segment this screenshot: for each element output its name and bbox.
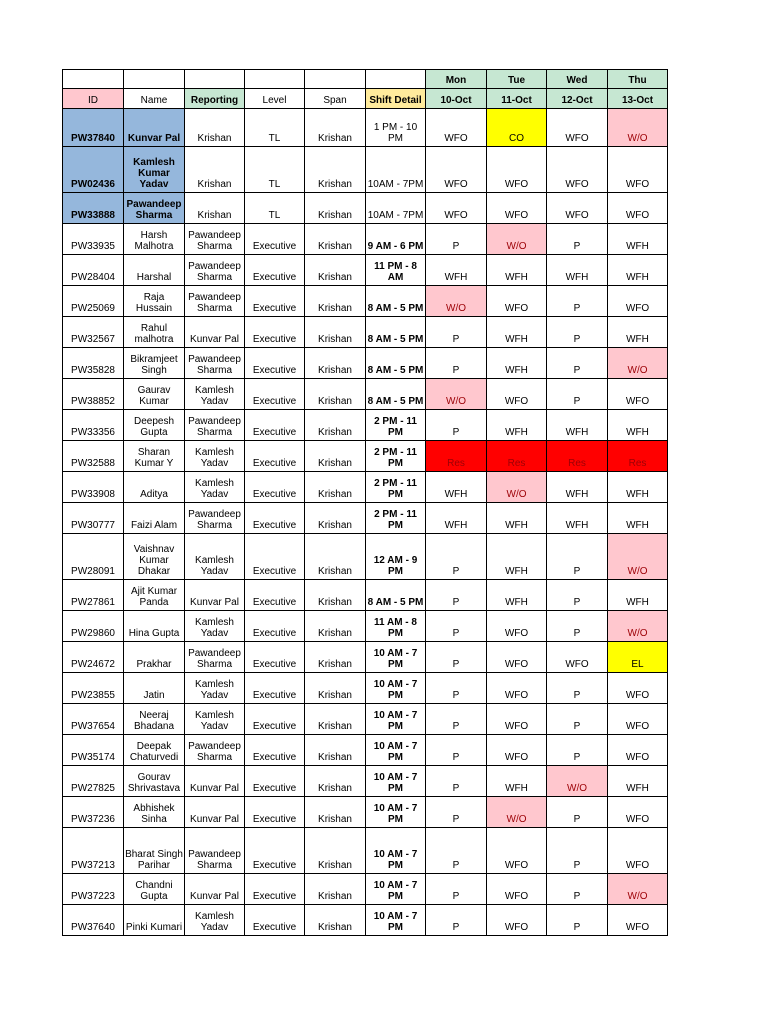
name-cell[interactable]: Aditya [124, 472, 185, 503]
table-row [63, 580, 668, 611]
table-row [63, 147, 668, 193]
col-header-reporting[interactable]: Reporting [185, 89, 245, 109]
status-cell-day-4[interactable]: WFO [608, 735, 668, 766]
status-cell-day-2[interactable]: WFO [487, 286, 547, 317]
status-cell-day-3[interactable]: W/O [547, 766, 608, 797]
reporting-cell[interactable]: Kunvar Pal [185, 766, 245, 797]
status-cell-day-2[interactable]: WFO [487, 193, 547, 224]
status-cell-day-4[interactable]: W/O [608, 874, 668, 905]
name-cell[interactable]: Pinki Kumari [124, 905, 185, 936]
status-cell-day-4[interactable]: WFO [608, 673, 668, 704]
level-cell[interactable]: Executive [245, 255, 305, 286]
shift-cell[interactable]: 10 AM - 7 PM [366, 766, 426, 797]
shift-cell[interactable]: 2 PM - 11 PM [366, 410, 426, 441]
status-cell-day-3[interactable]: P [547, 611, 608, 642]
status-cell-day-4[interactable]: W/O [608, 109, 668, 147]
id-cell[interactable]: PW32567 [63, 317, 124, 348]
status-cell-day-3[interactable]: WFH [547, 503, 608, 534]
level-cell[interactable]: Executive [245, 348, 305, 379]
day-header-tue[interactable]: Tue [487, 70, 547, 89]
empty-cell[interactable] [245, 70, 305, 89]
id-cell[interactable]: PW33356 [63, 410, 124, 441]
reporting-cell[interactable]: Kunvar Pal [185, 797, 245, 828]
table-row [63, 410, 668, 441]
reporting-cell[interactable]: Kunvar Pal [185, 874, 245, 905]
name-cell[interactable]: Deepak Chaturvedi [124, 735, 185, 766]
status-cell-day-3[interactable]: WFO [547, 109, 608, 147]
status-cell-day-3[interactable]: P [547, 797, 608, 828]
status-cell-day-3[interactable]: P [547, 534, 608, 580]
status-cell-day-4[interactable]: WFO [608, 797, 668, 828]
table-row [63, 379, 668, 410]
status-cell-day-4[interactable]: WFO [608, 379, 668, 410]
table-row [63, 797, 668, 828]
span-cell[interactable]: Krishan [305, 704, 366, 735]
status-cell-day-3[interactable]: P [547, 673, 608, 704]
status-cell-day-4[interactable]: WFH [608, 766, 668, 797]
shift-cell[interactable]: 10 AM - 7 PM [366, 642, 426, 673]
level-cell[interactable]: Executive [245, 828, 305, 874]
table-row [63, 735, 668, 766]
level-cell[interactable]: Executive [245, 410, 305, 441]
shift-cell[interactable]: 8 AM - 5 PM [366, 580, 426, 611]
level-cell[interactable]: Executive [245, 534, 305, 580]
table-row [63, 704, 668, 735]
status-cell-day-1[interactable]: P [426, 673, 487, 704]
status-cell-day-3[interactable]: WFH [547, 472, 608, 503]
span-cell[interactable]: Krishan [305, 905, 366, 936]
reporting-cell[interactable]: Pawandeep Sharma [185, 410, 245, 441]
column-header-row [63, 89, 668, 109]
level-cell[interactable]: Executive [245, 580, 305, 611]
status-cell-day-1[interactable]: P [426, 828, 487, 874]
status-cell-day-3[interactable]: WFO [547, 147, 608, 193]
level-cell[interactable]: Executive [245, 379, 305, 410]
span-cell[interactable]: Krishan [305, 534, 366, 580]
status-cell-day-2[interactable]: WFO [487, 704, 547, 735]
level-cell[interactable]: Executive [245, 503, 305, 534]
table-row [63, 472, 668, 503]
table-row [63, 874, 668, 905]
reporting-cell[interactable]: Kunvar Pal [185, 580, 245, 611]
status-cell-day-3[interactable]: P [547, 704, 608, 735]
status-cell-day-3[interactable]: WFO [547, 642, 608, 673]
table-row [63, 224, 668, 255]
reporting-cell[interactable]: Kamlesh Yadav [185, 441, 245, 472]
reporting-cell[interactable]: Pawandeep Sharma [185, 828, 245, 874]
span-cell[interactable]: Krishan [305, 797, 366, 828]
span-cell[interactable]: Krishan [305, 642, 366, 673]
empty-cell[interactable] [305, 70, 366, 89]
status-cell-day-3[interactable]: WFH [547, 255, 608, 286]
status-cell-day-1[interactable]: WFO [426, 147, 487, 193]
id-cell[interactable]: PW37640 [63, 905, 124, 936]
shift-cell[interactable]: 10 AM - 7 PM [366, 735, 426, 766]
status-cell-day-2[interactable]: W/O [487, 472, 547, 503]
id-cell[interactable]: PW37213 [63, 828, 124, 874]
status-cell-day-3[interactable]: P [547, 317, 608, 348]
status-cell-day-1[interactable]: P [426, 348, 487, 379]
status-cell-day-3[interactable]: P [547, 286, 608, 317]
status-cell-day-3[interactable]: P [547, 348, 608, 379]
level-cell[interactable]: TL [245, 147, 305, 193]
span-cell[interactable]: Krishan [305, 109, 366, 147]
shift-cell[interactable]: 10 AM - 7 PM [366, 905, 426, 936]
status-cell-day-2[interactable]: WFO [487, 147, 547, 193]
level-cell[interactable]: TL [245, 193, 305, 224]
status-cell-day-2[interactable]: WFH [487, 255, 547, 286]
shift-cell[interactable]: 10 AM - 7 PM [366, 673, 426, 704]
status-cell-day-4[interactable]: WFH [608, 503, 668, 534]
reporting-cell[interactable]: Kamlesh Yadav [185, 673, 245, 704]
name-cell[interactable]: Deepesh Gupta [124, 410, 185, 441]
status-cell-day-1[interactable]: P [426, 704, 487, 735]
level-cell[interactable]: Executive [245, 704, 305, 735]
table-row [63, 109, 668, 147]
status-cell-day-4[interactable]: WFO [608, 704, 668, 735]
status-cell-day-4[interactable]: WFH [608, 317, 668, 348]
level-cell[interactable]: Executive [245, 766, 305, 797]
span-cell[interactable]: Krishan [305, 147, 366, 193]
status-cell-day-2[interactable]: WFH [487, 534, 547, 580]
span-cell[interactable]: Krishan [305, 580, 366, 611]
shift-cell[interactable]: 10AM - 7PM [366, 193, 426, 224]
id-cell[interactable]: PW33908 [63, 472, 124, 503]
table-row [63, 317, 668, 348]
shift-cell[interactable]: 10 AM - 7 PM [366, 704, 426, 735]
shift-cell[interactable]: 1 PM - 10 PM [366, 109, 426, 147]
level-cell[interactable]: Executive [245, 905, 305, 936]
col-header-date-wed[interactable]: 12-Oct [547, 89, 608, 109]
status-cell-day-1[interactable]: W/O [426, 379, 487, 410]
level-cell[interactable]: Executive [245, 735, 305, 766]
name-cell[interactable]: Bikramjeet Singh [124, 348, 185, 379]
reporting-cell[interactable]: Pawandeep Sharma [185, 255, 245, 286]
name-cell[interactable]: Gourav Shrivastava [124, 766, 185, 797]
level-cell[interactable]: Executive [245, 472, 305, 503]
col-header-id[interactable]: ID [63, 89, 124, 109]
status-cell-day-2[interactable]: Res [487, 441, 547, 472]
status-cell-day-4[interactable]: WFO [608, 905, 668, 936]
table-row [63, 611, 668, 642]
status-cell-day-1[interactable]: P [426, 797, 487, 828]
reporting-cell[interactable]: Kamlesh Yadav [185, 379, 245, 410]
id-cell[interactable]: PW24672 [63, 642, 124, 673]
span-cell[interactable]: Krishan [305, 503, 366, 534]
table-row [63, 642, 668, 673]
status-cell-day-4[interactable]: W/O [608, 611, 668, 642]
status-cell-day-2[interactable]: WFO [487, 828, 547, 874]
table-row [63, 193, 668, 224]
id-cell[interactable]: PW27861 [63, 580, 124, 611]
shift-cell[interactable]: 10 AM - 7 PM [366, 874, 426, 905]
status-cell-day-4[interactable]: EL [608, 642, 668, 673]
status-cell-day-4[interactable]: W/O [608, 348, 668, 379]
reporting-cell[interactable]: Kamlesh Yadav [185, 704, 245, 735]
id-cell[interactable]: PW37223 [63, 874, 124, 905]
status-cell-day-4[interactable]: Res [608, 441, 668, 472]
table-row [63, 348, 668, 379]
col-header-date-tue[interactable]: 11-Oct [487, 89, 547, 109]
reporting-cell[interactable]: Kamlesh Yadav [185, 472, 245, 503]
id-cell[interactable]: PW28091 [63, 534, 124, 580]
id-cell[interactable]: PW32588 [63, 441, 124, 472]
status-cell-day-2[interactable]: WFH [487, 766, 547, 797]
status-cell-day-3[interactable]: P [547, 224, 608, 255]
col-header-date-thu[interactable]: 13-Oct [608, 89, 668, 109]
col-header-name[interactable]: Name [124, 89, 185, 109]
reporting-cell[interactable]: Kamlesh Yadav [185, 611, 245, 642]
level-cell[interactable]: Executive [245, 286, 305, 317]
status-cell-day-2[interactable]: W/O [487, 224, 547, 255]
span-cell[interactable]: Krishan [305, 673, 366, 704]
status-cell-day-1[interactable]: WFH [426, 255, 487, 286]
status-cell-day-1[interactable]: P [426, 580, 487, 611]
name-cell[interactable]: Abhishek Sinha [124, 797, 185, 828]
span-cell[interactable]: Krishan [305, 379, 366, 410]
status-cell-day-1[interactable]: P [426, 874, 487, 905]
day-header-thu[interactable]: Thu [608, 70, 668, 89]
status-cell-day-2[interactable]: WFO [487, 874, 547, 905]
reporting-cell[interactable]: Pawandeep Sharma [185, 348, 245, 379]
name-cell[interactable]: Bharat Singh Parihar [124, 828, 185, 874]
id-cell[interactable]: PW25069 [63, 286, 124, 317]
id-cell[interactable]: PW33935 [63, 224, 124, 255]
reporting-cell[interactable]: Kamlesh Yadav [185, 905, 245, 936]
status-cell-day-3[interactable]: P [547, 735, 608, 766]
shift-cell[interactable]: 10AM - 7PM [366, 147, 426, 193]
name-cell[interactable]: Hina Gupta [124, 611, 185, 642]
reporting-cell[interactable]: Krishan [185, 109, 245, 147]
col-header-level[interactable]: Level [245, 89, 305, 109]
status-cell-day-1[interactable]: P [426, 766, 487, 797]
status-cell-day-1[interactable]: P [426, 642, 487, 673]
status-cell-day-2[interactable]: WFO [487, 905, 547, 936]
empty-cell[interactable] [366, 70, 426, 89]
reporting-cell[interactable]: Krishan [185, 193, 245, 224]
name-cell[interactable]: Jatin [124, 673, 185, 704]
status-cell-day-2[interactable]: WFO [487, 673, 547, 704]
span-cell[interactable]: Krishan [305, 611, 366, 642]
name-cell[interactable]: Rahul malhotra [124, 317, 185, 348]
id-cell[interactable]: PW02436 [63, 147, 124, 193]
name-cell[interactable]: Pawandeep Sharma [124, 193, 185, 224]
status-cell-day-4[interactable]: WFO [608, 286, 668, 317]
span-cell[interactable]: Krishan [305, 874, 366, 905]
shift-cell[interactable]: 10 AM - 7 PM [366, 797, 426, 828]
status-cell-day-3[interactable]: P [547, 379, 608, 410]
id-cell[interactable]: PW37654 [63, 704, 124, 735]
name-cell[interactable]: Faizi Alam [124, 503, 185, 534]
col-header-date-mon[interactable]: 10-Oct [426, 89, 487, 109]
id-cell[interactable]: PW28404 [63, 255, 124, 286]
level-cell[interactable]: Executive [245, 441, 305, 472]
level-cell[interactable]: Executive [245, 874, 305, 905]
empty-cell[interactable] [63, 70, 124, 89]
shift-cell[interactable]: 12 AM - 9 PM [366, 534, 426, 580]
table-row [63, 828, 668, 874]
shift-cell[interactable]: 11 PM - 8 AM [366, 255, 426, 286]
table-row [63, 534, 668, 580]
name-cell[interactable]: Sharan Kumar Y [124, 441, 185, 472]
name-cell[interactable]: Neeraj Bhadana [124, 704, 185, 735]
id-cell[interactable]: PW27825 [63, 766, 124, 797]
span-cell[interactable]: Krishan [305, 348, 366, 379]
id-cell[interactable]: PW37840 [63, 109, 124, 147]
level-cell[interactable]: Executive [245, 611, 305, 642]
name-cell[interactable]: Ajit Kumar Panda [124, 580, 185, 611]
status-cell-day-3[interactable]: P [547, 905, 608, 936]
status-cell-day-1[interactable]: WFO [426, 193, 487, 224]
status-cell-day-4[interactable]: WFO [608, 193, 668, 224]
shift-cell[interactable]: 8 AM - 5 PM [366, 317, 426, 348]
status-cell-day-2[interactable]: WFH [487, 317, 547, 348]
span-cell[interactable]: Krishan [305, 766, 366, 797]
id-cell[interactable]: PW33888 [63, 193, 124, 224]
shift-cell[interactable]: 10 AM - 7 PM [366, 828, 426, 874]
table-row [63, 255, 668, 286]
name-cell[interactable]: Chandni Gupta [124, 874, 185, 905]
table-row [63, 441, 668, 472]
shift-cell[interactable]: 2 PM - 11 PM [366, 441, 426, 472]
id-cell[interactable]: PW37236 [63, 797, 124, 828]
id-cell[interactable]: PW30777 [63, 503, 124, 534]
span-cell[interactable]: Krishan [305, 255, 366, 286]
name-cell[interactable]: Kunvar Pal [124, 109, 185, 147]
status-cell-day-4[interactable]: WFH [608, 580, 668, 611]
col-header-shift-detail[interactable]: Shift Detail [366, 89, 426, 109]
name-cell[interactable]: Harshal [124, 255, 185, 286]
table-row [63, 286, 668, 317]
status-cell-day-4[interactable]: WFH [608, 224, 668, 255]
level-cell[interactable]: Executive [245, 224, 305, 255]
status-cell-day-2[interactable]: WFH [487, 348, 547, 379]
status-cell-day-3[interactable]: WFO [547, 193, 608, 224]
table-row [63, 905, 668, 936]
name-cell[interactable]: Gaurav Kumar [124, 379, 185, 410]
span-cell[interactable]: Krishan [305, 472, 366, 503]
status-cell-day-3[interactable]: P [547, 874, 608, 905]
name-cell[interactable]: Kamlesh Kumar Yadav [124, 147, 185, 193]
id-cell[interactable]: PW23855 [63, 673, 124, 704]
status-cell-day-3[interactable]: P [547, 828, 608, 874]
reporting-cell[interactable]: Kamlesh Yadav [185, 534, 245, 580]
empty-cell[interactable] [185, 70, 245, 89]
status-cell-day-2[interactable]: CO [487, 109, 547, 147]
reporting-cell[interactable]: Pawandeep Sharma [185, 735, 245, 766]
status-cell-day-1[interactable]: P [426, 611, 487, 642]
table-row [63, 673, 668, 704]
id-cell[interactable]: PW38852 [63, 379, 124, 410]
shift-cell[interactable]: 2 PM - 11 PM [366, 503, 426, 534]
status-cell-day-4[interactable]: W/O [608, 534, 668, 580]
status-cell-day-2[interactable]: W/O [487, 797, 547, 828]
status-cell-day-4[interactable]: WFO [608, 828, 668, 874]
reporting-cell[interactable]: Pawandeep Sharma [185, 642, 245, 673]
name-cell[interactable]: Harsh Malhotra [124, 224, 185, 255]
span-cell[interactable]: Krishan [305, 224, 366, 255]
shift-cell[interactable]: 8 AM - 5 PM [366, 379, 426, 410]
reporting-cell[interactable]: Pawandeep Sharma [185, 503, 245, 534]
shift-cell[interactable]: 8 AM - 5 PM [366, 348, 426, 379]
status-cell-day-1[interactable]: WFH [426, 503, 487, 534]
span-cell[interactable]: Krishan [305, 286, 366, 317]
status-cell-day-1[interactable]: P [426, 410, 487, 441]
status-cell-day-1[interactable]: P [426, 317, 487, 348]
id-cell[interactable]: PW35828 [63, 348, 124, 379]
status-cell-day-1[interactable]: P [426, 534, 487, 580]
span-cell[interactable]: Krishan [305, 828, 366, 874]
reporting-cell[interactable]: Pawandeep Sharma [185, 224, 245, 255]
table-row [63, 503, 668, 534]
status-cell-day-1[interactable]: P [426, 905, 487, 936]
status-cell-day-1[interactable]: Res [426, 441, 487, 472]
status-cell-day-4[interactable]: WFH [608, 410, 668, 441]
status-cell-day-1[interactable]: P [426, 224, 487, 255]
span-cell[interactable]: Krishan [305, 410, 366, 441]
id-cell[interactable]: PW35174 [63, 735, 124, 766]
status-cell-day-2[interactable]: WFO [487, 611, 547, 642]
level-cell[interactable]: TL [245, 109, 305, 147]
status-cell-day-1[interactable]: WFO [426, 109, 487, 147]
status-cell-day-4[interactable]: WFO [608, 147, 668, 193]
name-cell[interactable]: Prakhar [124, 642, 185, 673]
status-cell-day-1[interactable]: P [426, 735, 487, 766]
status-cell-day-4[interactable]: WFH [608, 472, 668, 503]
status-cell-day-1[interactable]: W/O [426, 286, 487, 317]
status-cell-day-3[interactable]: P [547, 580, 608, 611]
table-row [63, 766, 668, 797]
status-cell-day-3[interactable]: Res [547, 441, 608, 472]
level-cell[interactable]: Executive [245, 317, 305, 348]
name-cell[interactable]: Vaishnav Kumar Dhakar [124, 534, 185, 580]
span-cell[interactable]: Krishan [305, 735, 366, 766]
shift-cell[interactable]: 9 AM - 6 PM [366, 224, 426, 255]
shift-cell[interactable]: 2 PM - 11 PM [366, 472, 426, 503]
roster-table [62, 69, 668, 936]
status-cell-day-2[interactable]: WFO [487, 642, 547, 673]
span-cell[interactable]: Krishan [305, 193, 366, 224]
day-header-row [63, 70, 668, 89]
status-cell-day-2[interactable]: WFH [487, 410, 547, 441]
shift-cell[interactable]: 8 AM - 5 PM [366, 286, 426, 317]
status-cell-day-2[interactable]: WFO [487, 735, 547, 766]
reporting-cell[interactable]: Krishan [185, 147, 245, 193]
shift-cell[interactable]: 11 AM - 8 PM [366, 611, 426, 642]
day-header-mon[interactable]: Mon [426, 70, 487, 89]
day-header-wed[interactable]: Wed [547, 70, 608, 89]
name-cell[interactable]: Raja Hussain [124, 286, 185, 317]
reporting-cell[interactable]: Pawandeep Sharma [185, 286, 245, 317]
empty-cell[interactable] [124, 70, 185, 89]
level-cell[interactable]: Executive [245, 673, 305, 704]
status-cell-day-2[interactable]: WFO [487, 379, 547, 410]
status-cell-day-3[interactable]: WFH [547, 410, 608, 441]
status-cell-day-1[interactable]: WFH [426, 472, 487, 503]
reporting-cell[interactable]: Kunvar Pal [185, 317, 245, 348]
level-cell[interactable]: Executive [245, 797, 305, 828]
span-cell[interactable]: Krishan [305, 441, 366, 472]
id-cell[interactable]: PW29860 [63, 611, 124, 642]
level-cell[interactable]: Executive [245, 642, 305, 673]
span-cell[interactable]: Krishan [305, 317, 366, 348]
status-cell-day-4[interactable]: WFH [608, 255, 668, 286]
status-cell-day-2[interactable]: WFH [487, 503, 547, 534]
status-cell-day-2[interactable]: WFH [487, 580, 547, 611]
col-header-span[interactable]: Span [305, 89, 366, 109]
